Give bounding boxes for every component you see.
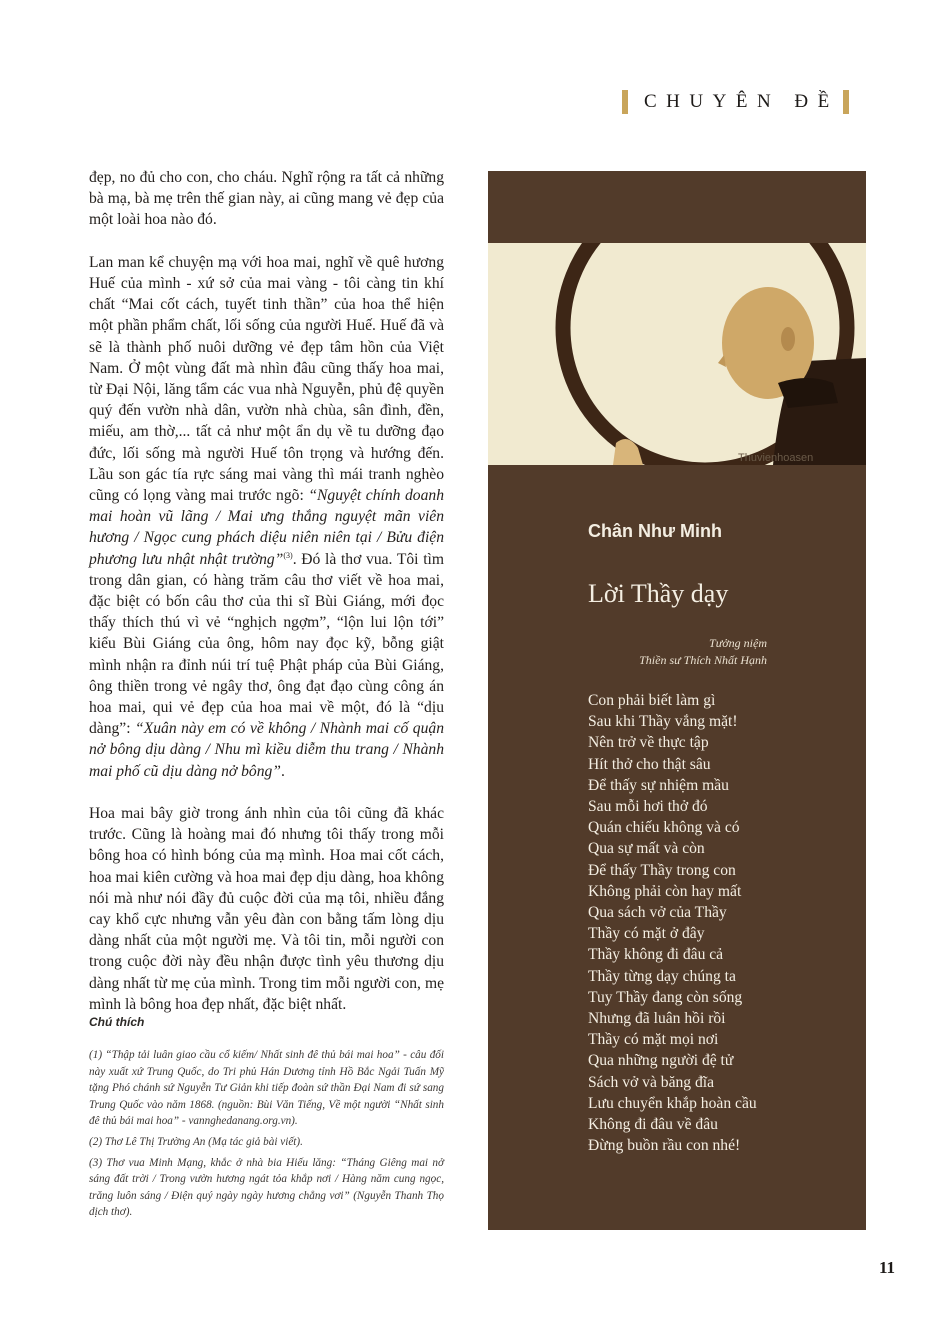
page-number: 11: [879, 1258, 896, 1277]
poem-line: Sau mỗi hơi thở đó: [588, 798, 708, 816]
notes-title: Chú thích: [89, 1015, 145, 1029]
text-span: .: [280, 762, 285, 780]
footnote-ref: (3): [283, 550, 293, 560]
poem-line: Thầy có mặt mọi nơi: [588, 1031, 719, 1049]
poem-line: Hít thở cho thật sâu: [588, 755, 711, 773]
photo-watermark: Thuvienhoasen: [738, 452, 814, 464]
poem-line: Không đi đâu về đâu: [588, 1116, 718, 1134]
text-span: . Đó là thơ vua. Tôi tìm trong dân gian, có hàng trăm câu thơ viết về hoa mai, đặc biệt có bốn câu thơ của thi sĩ Bùi Giáng, mới đọc thấy thích thú vì vẻ “nghịch ngợm”, “lộn lui lộn tới” kiểu Bùi Giáng của ông, hôm nay đọc kỹ, bỗng giật mình nhận ra đỉnh núi trí tuệ Phật pháp của Bùi Giáng, ông thiền trong vẻ ngây thơ, ông đạt đạo cùng công án hoa mai, qui vẻ đẹp của hoa mai về một, đó là “dịu dàng”:: [89, 550, 444, 738]
poem-line: Sách vở và băng đĩa: [588, 1073, 715, 1091]
poem-dedication: [639, 635, 767, 669]
poem-line: Sau khi Thầy vắng mặt!: [588, 713, 738, 731]
footnotes: [89, 1047, 444, 1225]
poem-sidebar: [488, 171, 866, 1230]
header-bar-right: [843, 90, 849, 114]
poem-line: Không phải còn hay mất: [588, 882, 742, 900]
quote-king-poem: “Nguyệt chính doanh mai hoàn vũ lãng / Mai ưng thắng nguyệt mãn viên hương / Ngọc cung phách diệu niên niên tại / Bửu điện phương lưu nhật nhật trường”: [89, 487, 444, 568]
poem-line: Qua sự mất và còn: [588, 840, 705, 858]
paragraph: [89, 252, 444, 782]
section-header: [622, 88, 849, 116]
poem-line: Để thấy sự nhiệm mầu: [588, 776, 729, 794]
dedication-line: Tưởng niệm: [709, 636, 767, 650]
paragraph: Hoa mai bây giờ trong ánh nhìn của tôi cũng đã khác trước. Cũng là hoàng mai đó nhưng tôi thấy trong mỗi bông hoa có hình bóng của mạ mình. Hoa mai cốt cách, hoa mai kiên cường và hoa mai đẹp dịu dàng, hoa không nói mà như nói đầy đủ cuộc đời của mạ tôi, nhiều đắng cay khổ cực nhưng vẫn yêu đàn con bằng tấm lòng dịu dàng nhất của một người mẹ. Và tôi tin, mỗi người con trong cuộc đời này đều nhận được tình yêu thương dịu dàng nhất từ mẹ của mình. Trong tim mỗi người con, mẹ mình là bông hoa đẹp nhất, đặc biệt nhất.: [89, 805, 444, 1013]
footnote: (2) Thơ Lê Thị Trường An (Mạ tác giả bài viết).: [89, 1135, 303, 1148]
poem-line: Lưu chuyển khắp hoàn cầu: [588, 1094, 757, 1112]
poem-line: Thầy có mặt ở đây: [588, 925, 705, 943]
poem-line: Quán chiếu không và có: [588, 819, 740, 837]
poem-line: Thầy từng dạy chúng ta: [588, 967, 736, 985]
poem-line: Để thấy Thầy trong con: [588, 861, 736, 879]
text-span: Lan man kể chuyện mạ với hoa mai, nghĩ về quê hương Huế của mình - xứ sở của mai vàng - tôi càng tin khí chất “Mai cốt cách, tuyết tinh thần” của hoa thể hiện một phần phẩm chất, lối sống của người Huế. Huế đã và sẽ là thành phố nuôi dưỡng vẻ đẹp tâm hồn của Việt Nam. Ở một vùng đất mà nhìn đâu cũng thấy hoa mai, từ Đại Nội, lăng tẩm các vua nhà Nguyễn, phủ đệ quyền quý đến vườn nhà dân, vườn nhà chùa, sân đình, đền, miếu, am thờ,... tất cả như một ẩn dụ về tu dưỡng đạo đức, lối sống mà người Huế tôn trọng và hướng đến. Lầu son gác tía rực sáng mai vàng thì mái tranh nghèo cũng có lọng vàng mai trước ngõ:: [89, 253, 444, 505]
poem-line: Con phải biết làm gì: [588, 692, 716, 709]
poem-line: Qua sách vở của Thầy: [588, 904, 727, 922]
article-body: [89, 167, 444, 1036]
header-bar-left: [622, 90, 628, 114]
poem-line: Tuy Thầy đang còn sống: [588, 988, 743, 1006]
poem-line: Đừng buồn rầu con nhé!: [588, 1137, 741, 1155]
poem-author: Chân Như Minh: [588, 521, 723, 541]
poem-line: Nhưng đã luân hồi rồi: [588, 1010, 726, 1028]
poem-text: [588, 690, 757, 1156]
section-title: CHUYÊN ĐỀ: [644, 91, 839, 112]
footnote: (1) “Thập tải luân giao cầu cổ kiếm/ Nhất sinh đê thủ bái mai hoa” - câu đối này xuất xứ Trung Quốc, do Tri phủ Hán Dương tỉnh Hồ Bắc Ngải Tuấn Mỹ tặng Phó chánh sứ Nguyễn Tư Giản khi tiếp đoàn sứ thần Đại Nam đi sứ sang Trung Quốc vào năm 1868. (nguồn: Bùi Văn Tiếng, Về một người “Nhất sinh đê thủ bái mai hoa” - vannghedanang.org.vn).: [89, 1049, 444, 1128]
poem-line: Thầy không đi đâu cả: [588, 946, 724, 964]
poem-line: Nên trở về thực tập: [588, 734, 709, 752]
poem-title: Lời Thầy dạy: [588, 579, 729, 608]
paragraph: đẹp, no đủ cho con, cho cháu. Nghĩ rộng ra tất cả những bà mạ, bà mẹ trên thế gian này, ai cũng mang vẻ đẹp của một loài hoa nào đó.: [89, 169, 444, 229]
footnote: (3) Thơ vua Minh Mạng, khắc ở nhà bia Hiếu lăng: “Tháng Giêng mai nở sáng đất trời / Trong vườn hương ngát tỏa khắp nơi / Hàng năm cung ngọc, trăng luôn sáng / Điện quý ngày ngày hương chẳng vơi” (Nguyễn Thanh Thọ dịch thơ).: [89, 1156, 444, 1219]
quote-bui-giang: “Xuân này em có về không / Nhành mai cố quận nở bông dịu dàng / Nhu mì kiều diễm thu trang / Nhành mai phố cũ dịu dàng nở bông”: [89, 720, 444, 780]
dedication-line: Thiền sư Thích Nhất Hạnh: [639, 653, 767, 667]
poem-line: Qua những người đệ tử: [588, 1052, 734, 1070]
monk-photo: [488, 243, 866, 465]
